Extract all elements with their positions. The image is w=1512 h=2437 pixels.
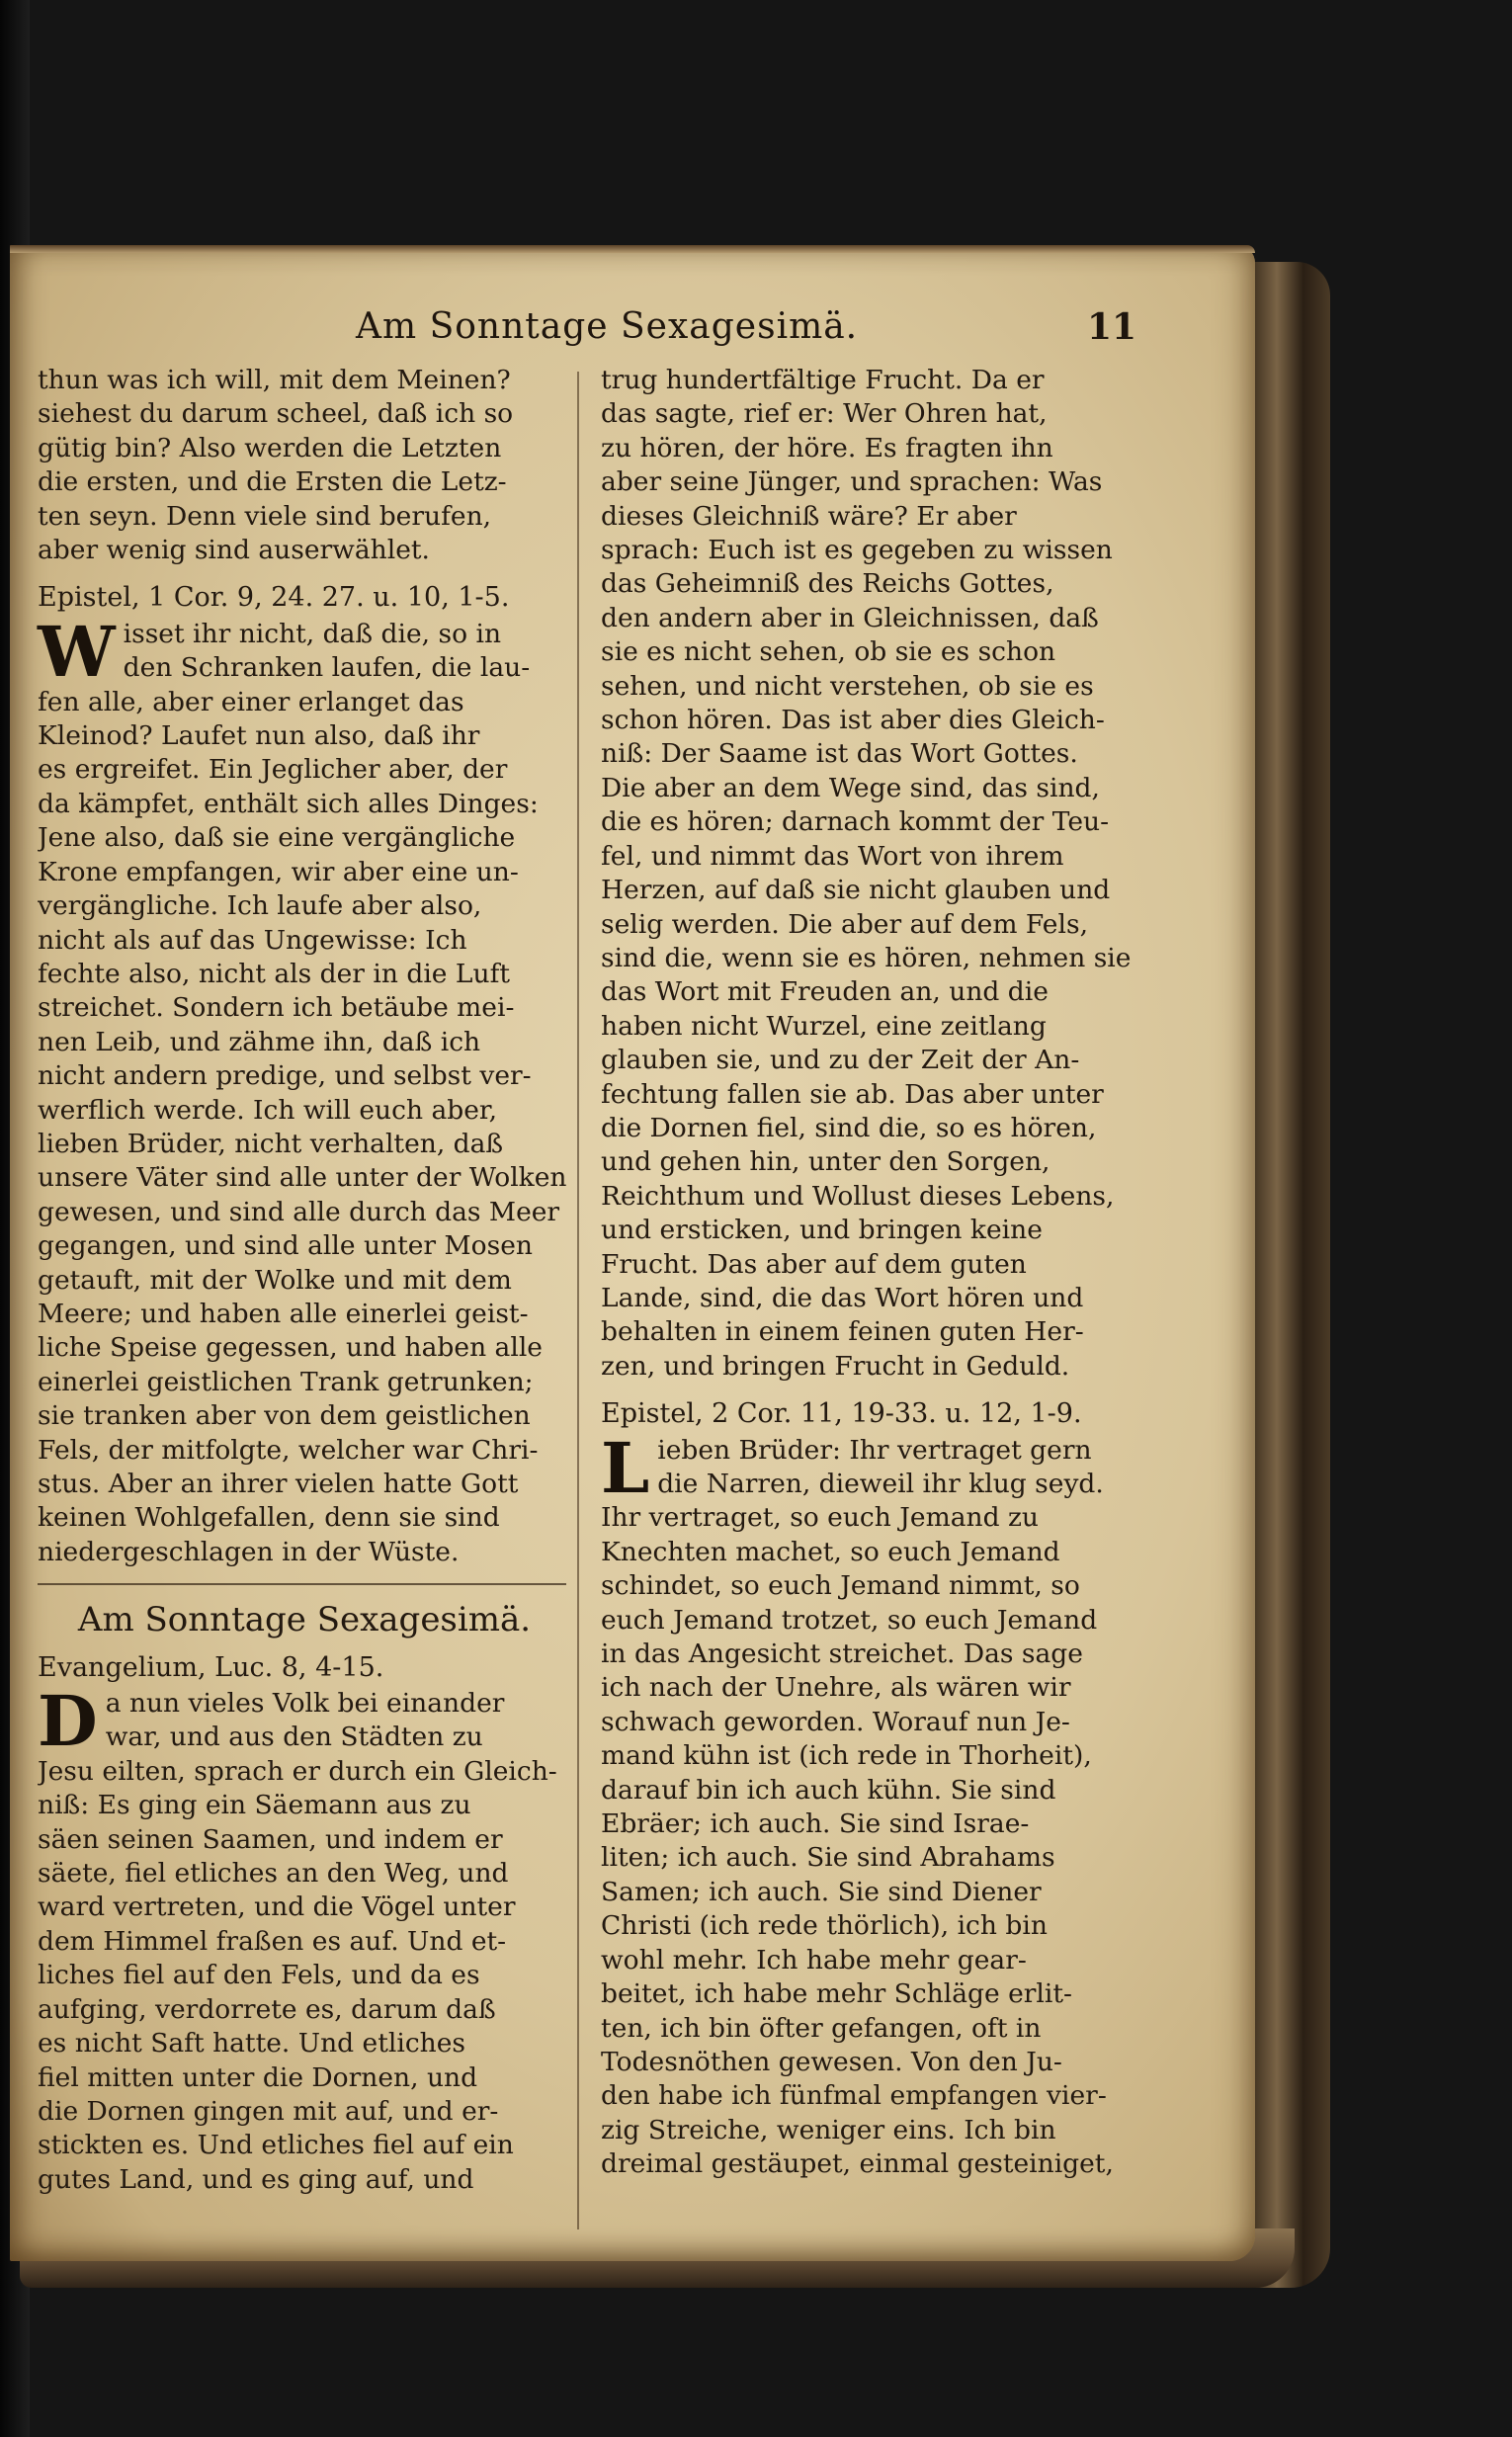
gospel-continuation	[601, 364, 1139, 1384]
text-line: Kleinod? Laufet nun also, daß ihr	[38, 720, 480, 752]
text-line: keinen Wohlgefallen, denn sie sind	[38, 1502, 500, 1534]
text-line: Frucht. Das aber auf dem guten	[601, 1248, 1027, 1280]
section-divider	[38, 1583, 566, 1585]
gospel-heading: Evangelium, Luc. 8, 4-15.	[38, 1651, 384, 1683]
text-line: es ergreifet. Ein Jeglicher aber, der	[38, 754, 508, 786]
text-line: Herzen, auf daß sie nicht glauben und	[601, 875, 1111, 906]
book-page	[10, 245, 1255, 2261]
text-line: haben nicht Wurzel, eine zeitlang	[601, 1010, 1047, 1042]
text-line: sind die, wenn sie es hören, nehmen sie	[601, 942, 1132, 973]
page-top-edge	[10, 245, 1255, 253]
text-line: war, und aus den Städten zu	[105, 1722, 483, 1753]
text-line: a nun vieles Volk bei einander	[105, 1688, 505, 1720]
text-line: zu hören, der höre. Es fragten ihn	[601, 432, 1053, 463]
text-line: zig Streiche, weniger eins. Ich bin	[601, 2114, 1056, 2145]
text-line: sie es nicht sehen, ob sie es schon	[601, 636, 1056, 668]
text-line: selig werden. Die aber auf dem Fels,	[601, 908, 1088, 940]
drop-cap: L	[601, 1426, 650, 1509]
text-line: Lande, sind, die das Wort hören und	[601, 1282, 1084, 1313]
text-line: Krone empfangen, wir aber eine un-	[38, 856, 519, 887]
text-line: in das Angesicht streichet. Das sage	[601, 1639, 1083, 1670]
text-line: schwach geworden. Worauf nun Je-	[601, 1706, 1070, 1737]
text-line: wohl mehr. Ich habe mehr gear-	[601, 1944, 1027, 1975]
text-line: sprach: Euch ist es gegeben zu wissen	[601, 535, 1113, 566]
text-line: dieses Gleichniß wäre? Er aber	[601, 500, 1017, 532]
text-line: das sagte, rief er: Wer Ohren hat,	[601, 398, 1048, 430]
text-line: und gehen hin, unter den Sorgen,	[601, 1146, 1050, 1178]
text-line: ward vertreten, und die Vögel unter	[38, 1891, 516, 1923]
text-line: sehen, und nicht verstehen, ob sie es	[601, 670, 1094, 702]
paragraph-gospel-ending	[38, 364, 571, 567]
text-line: ich nach der Unehre, als wären wir	[601, 1672, 1071, 1704]
text-line: beitet, ich habe mehr Schläge erlit-	[601, 1978, 1072, 2010]
text-line: Ebräer; ich auch. Sie sind Israe-	[601, 1808, 1030, 1840]
text-line: säete, fiel etliches an den Weg, und	[38, 1858, 509, 1890]
right-column	[601, 364, 1139, 2182]
text-line: fiel mitten unter die Dornen, und	[38, 2061, 478, 2093]
text-line: gegangen, und sind alle unter Mosen	[38, 1230, 533, 1262]
text-line: Reichthum und Wollust dieses Lebens,	[601, 1180, 1115, 1212]
text-line: fen alle, aber einer erlanget das	[38, 686, 464, 717]
text-line: gütig bin? Also werden die Letzten	[38, 432, 502, 463]
text-line: niß: Der Saame ist das Wort Gottes.	[601, 738, 1078, 770]
text-line: liches fiel auf den Fels, und da es	[38, 1960, 480, 1991]
text-line: Samen; ich auch. Sie sind Diener	[601, 1876, 1042, 1907]
epistle-heading: Epistel, 2 Cor. 11, 19-33. u. 12, 1-9.	[601, 1398, 1082, 1430]
text-line: stickten es. Und etliches fiel auf ein	[38, 2130, 514, 2161]
text-line: streichet. Sondern ich betäube mei-	[38, 992, 515, 1024]
text-line: Fels, der mitfolgte, welcher war Chri-	[38, 1434, 539, 1466]
text-line: ten seyn. Denn viele sind berufen,	[38, 500, 492, 532]
text-line: mand kühn ist (ich rede in Thorheit),	[601, 1740, 1092, 1772]
text-line: nicht andern predige, und selbst ver-	[38, 1060, 532, 1092]
text-line: die Narren, dieweil ihr klug seyd.	[657, 1469, 1104, 1499]
epistle-text	[38, 610, 571, 1569]
column-divider	[577, 372, 579, 2229]
text-line: liche Speise gegessen, und haben alle	[38, 1332, 543, 1364]
text-line: glauben sie, und zu der Zeit der An-	[601, 1045, 1080, 1076]
text-line: zen, und bringen Frucht in Geduld.	[601, 1350, 1070, 1382]
text-line: die es hören; darnach kommt der Teu-	[601, 806, 1110, 838]
text-line: trug hundertfältige Frucht. Da er	[601, 365, 1045, 395]
text-line: die Dornen fiel, sind die, so es hören,	[601, 1112, 1097, 1143]
text-line: darauf bin ich auch kühn. Sie sind	[601, 1774, 1056, 1806]
text-line: ieben Brüder: Ihr vertraget gern	[657, 1434, 1092, 1466]
text-line: niedergeschlagen in der Wüste.	[38, 1536, 460, 1567]
text-line: Todesnöthen gewesen. Von den Ju-	[601, 2046, 1062, 2077]
text-line: Ihr vertraget, so euch Jemand zu	[601, 1502, 1039, 1534]
text-line: den habe ich fünfmal empfangen vier-	[601, 2080, 1107, 2112]
text-line: aber seine Jünger, und sprachen: Was	[601, 466, 1103, 498]
text-line: vergängliche. Ich laufe aber also,	[38, 890, 482, 922]
epistle-text	[601, 1426, 1139, 2182]
text-line: liten; ich auch. Sie sind Abrahams	[601, 1842, 1055, 1874]
text-line: das Geheimniß des Reichs Gottes,	[601, 568, 1054, 600]
text-line: ten, ich bin öfter gefangen, oft in	[601, 2012, 1042, 2044]
text-line: gewesen, und sind alle durch das Meer	[38, 1196, 560, 1227]
text-line: und ersticken, und bringen keine	[601, 1215, 1043, 1246]
text-line: schon hören. Das ist aber dies Gleich-	[601, 705, 1105, 736]
text-line: fel, und nimmt das Wort von ihrem	[601, 840, 1064, 872]
text-line: die ersten, und die Ersten die Letz-	[38, 466, 507, 498]
text-line: fechte also, nicht als der in die Luft	[38, 958, 511, 989]
text-line: Meere; und haben alle einerlei geist-	[38, 1298, 529, 1329]
gospel-text	[38, 1680, 571, 2197]
text-line: Jesu eilten, sprach er durch ein Gleich-	[38, 1755, 557, 1787]
text-line: dem Himmel fraßen es auf. Und et-	[38, 1925, 507, 1957]
section-title: Am Sonntage Sexagesimä.	[77, 1600, 532, 1640]
page-number: 11	[1087, 306, 1137, 348]
drop-cap: D	[38, 1680, 98, 1763]
text-line: sie tranken aber von dem geistlichen	[38, 1400, 531, 1432]
epistle-heading: Epistel, 1 Cor. 9, 24. 27. u. 10, 1-5.	[38, 582, 510, 614]
text-line: einerlei geistlichen Trank getrunken;	[38, 1366, 534, 1397]
text-line: den andern aber in Gleichnissen, daß	[601, 602, 1099, 633]
text-line: isset ihr nicht, daß die, so in	[123, 618, 502, 649]
text-line: die Dornen gingen mit auf, und er-	[38, 2095, 499, 2127]
text-line: behalten in einem feinen guten Her-	[601, 1316, 1084, 1348]
text-line: es nicht Saft hatte. Und etliches	[38, 2028, 466, 2059]
text-line: thun was ich will, mit dem Meinen?	[38, 365, 511, 395]
text-line: Jene also, daß sie eine vergängliche	[38, 822, 516, 854]
text-line: säen seinen Saamen, und indem er	[38, 1823, 503, 1855]
text-line: Die aber an dem Wege sind, das sind,	[601, 772, 1100, 803]
text-line: lieben Brüder, nicht verhalten, daß	[38, 1128, 504, 1159]
text-line: aufging, verdorrete es, darum daß	[38, 1993, 496, 2025]
text-line: getauft, mit der Wolke und mit dem	[38, 1264, 512, 1296]
text-line: da kämpfet, enthält sich alles Dinges:	[38, 788, 539, 819]
text-line: fechtung fallen sie ab. Das aber unter	[601, 1078, 1104, 1110]
text-line: unsere Väter sind alle unter der Wolken	[38, 1162, 567, 1194]
running-head: Am Sonntage Sexagesimä.	[356, 306, 859, 347]
text-line: werflich werde. Ich will euch aber,	[38, 1094, 498, 1126]
text-line: niß: Es ging ein Säemann aus zu	[38, 1790, 471, 1821]
text-line: Knechten machet, so euch Jemand	[601, 1536, 1060, 1567]
text-line: euch Jemand trotzet, so euch Jemand	[601, 1604, 1098, 1636]
text-line: stus. Aber an ihrer vielen hatte Gott	[38, 1469, 519, 1499]
text-line: Christi (ich rede thörlich), ich bin	[601, 1910, 1048, 1942]
text-line: nen Leib, und zähme ihn, daß ich	[38, 1026, 481, 1057]
text-line: den Schranken laufen, die lau-	[123, 652, 531, 684]
text-line: schindet, so euch Jemand nimmt, so	[601, 1570, 1080, 1602]
text-line: siehest du darum scheel, daß ich so	[38, 398, 514, 430]
text-line: dreimal gestäupet, einmal gesteiniget,	[601, 2148, 1114, 2180]
text-line: aber wenig sind auserwählet.	[38, 535, 430, 566]
left-column	[38, 364, 571, 2197]
text-line: nicht als auf das Ungewisse: Ich	[38, 924, 467, 956]
text-line: gutes Land, und es ging auf, und	[38, 2163, 474, 2195]
text-line: das Wort mit Freuden an, und die	[601, 976, 1049, 1008]
drop-cap: W	[38, 610, 116, 693]
